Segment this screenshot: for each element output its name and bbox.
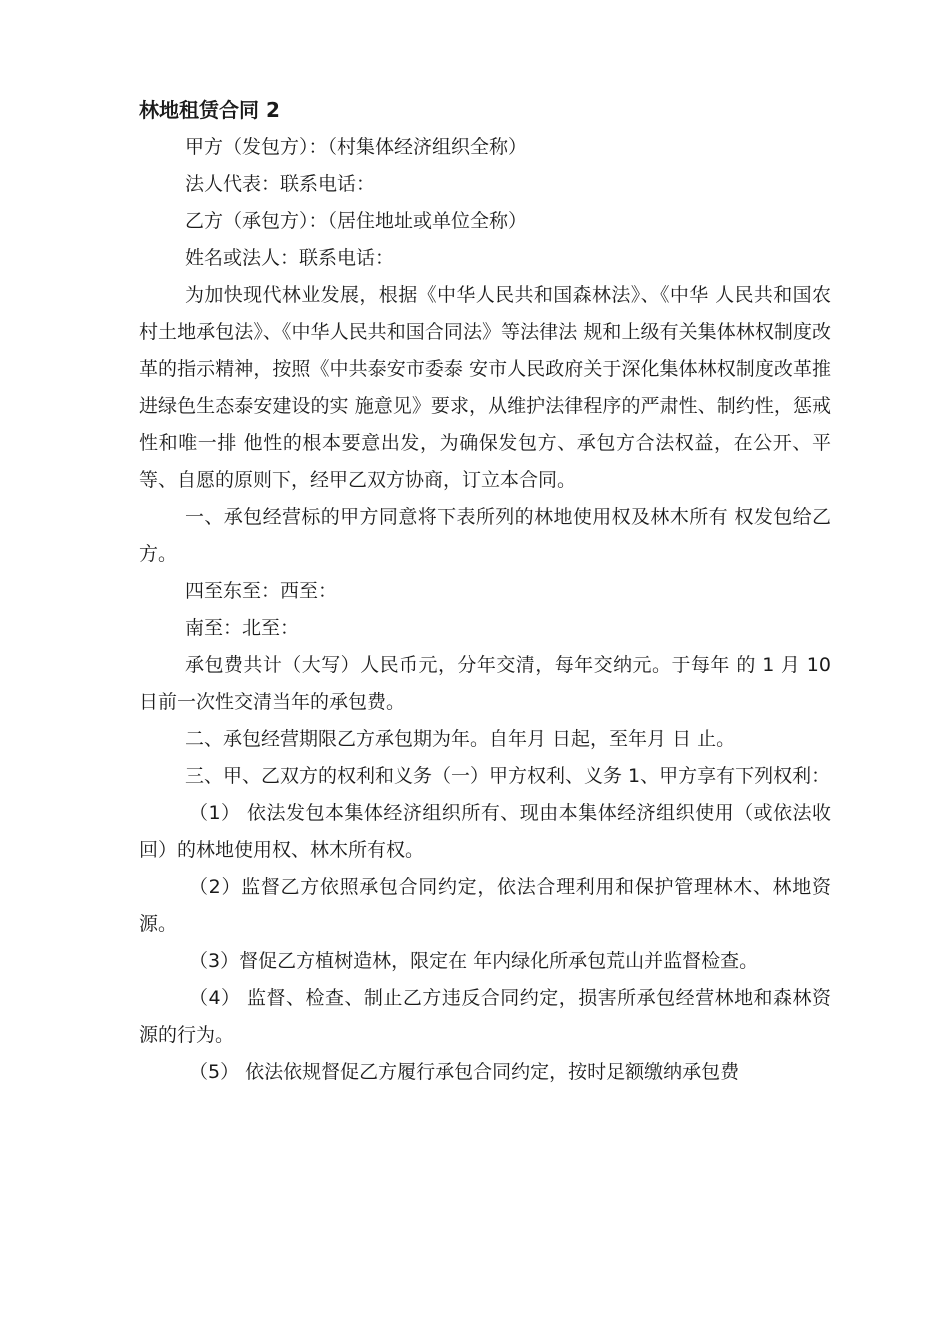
- right-item-3: （3）督促乙方植树造林，限定在 年内绿化所承包荒山并监督检查。: [189, 950, 759, 972]
- fee-paragraph: 承包费共计（大写）人民币元，分年交清，每年交纳元。于每年 的 1 月 10 日前一次性交清当年的承包费。: [139, 654, 831, 713]
- right-item-4: （4） 监督、检查、制止乙方违反合同约定，损害所承包经营林地和森林资源的行为。: [139, 987, 831, 1046]
- clause-2-paragraph: 二、承包经营期限乙方承包期为年。自年月 日起，至年月 日 止。: [185, 728, 736, 750]
- boundary-south-north: 南至：北至：: [185, 617, 300, 639]
- party-a-line: 甲方（发包方）：（村集体经济组织全称）: [185, 136, 528, 158]
- clause-1-paragraph: 一、承包经营标的甲方同意将下表所列的林地使用权及林木所有 权发包给乙方。: [139, 506, 831, 565]
- clause-3-paragraph: 三、甲、乙双方的权利和义务（一）甲方权利、义务 1、甲方享有下列权利：: [185, 765, 831, 787]
- document-title: 林地租赁合同 2: [139, 98, 280, 122]
- preamble-paragraph: 为加快现代林业发展，根据《中华人民共和国森林法》、《中华 人民共和国农村土地承包法》、《中华人民共和国合同法》等法律法 规和上级有关集体林权制度改革的指示精神，按照《中共泰安市委泰 安市人民政府关于深化集体林权制度改革推进绿色生态泰安建设的实 施意见》要求，从维护法律程序的严肃性、制约性，惩戒性和唯一排 他性的根本要意出发，为确保发包方、承包方合法权益，在公开、平 等、自愿的原则下，经甲乙双方协商，订立本合同。: [139, 284, 831, 491]
- party-b-line: 乙方（承包方）：（居住地址或单位全称）: [185, 210, 528, 232]
- right-item-2: （2）监督乙方依照承包合同约定，依法合理利用和保护管理林木、林地资源。: [139, 876, 831, 935]
- boundary-east-west: 四至东至：西至：: [185, 580, 338, 602]
- party-a-representative-line: 法人代表：联系电话：: [185, 173, 376, 195]
- right-item-5: （5） 依法依规督促乙方履行承包合同约定，按时足额缴纳承包费: [189, 1061, 740, 1083]
- document-body: [139, 92, 831, 1091]
- party-b-representative-line: 姓名或法人：联系电话：: [185, 247, 395, 269]
- right-item-1: （1） 依法发包本集体经济组织所有、现由本集体经济组织使用（或依法收回）的林地使用权、林木所有权。: [139, 802, 831, 861]
